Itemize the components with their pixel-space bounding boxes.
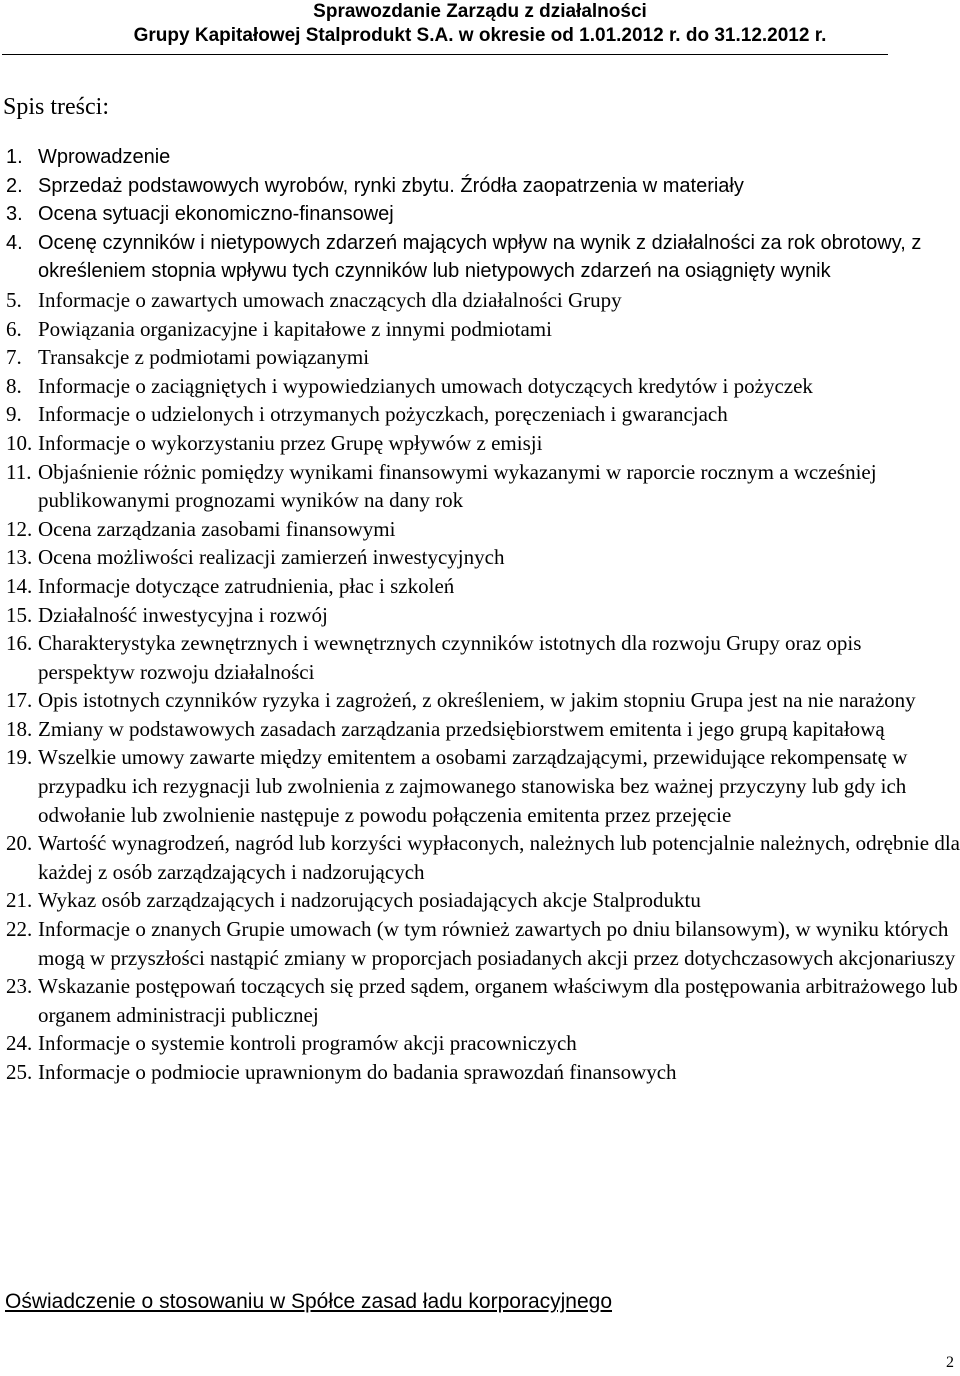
toc-item-text: Wskazanie postępowań toczących się przed sądem, organem właściwym dla postępowania arbitrażowego lub organem administracji publicznej xyxy=(38,974,958,1027)
toc-item[interactable] xyxy=(0,458,960,515)
toc-item[interactable] xyxy=(0,343,960,372)
document-header xyxy=(0,0,960,48)
header-divider xyxy=(2,54,888,55)
toc-item[interactable] xyxy=(0,515,960,544)
toc-item-number: 7. xyxy=(6,345,22,370)
toc-item-text: Informacje dotyczące zatrudnienia, płac i szkoleń xyxy=(38,573,455,598)
toc-item-number: 1. xyxy=(6,146,23,168)
toc-item-number: 25. xyxy=(6,1060,33,1084)
toc-item-number: 19. xyxy=(6,745,33,770)
toc-item[interactable] xyxy=(0,315,960,344)
toc-item-number: 21. xyxy=(6,888,33,913)
toc-item-text: Informacje o systemie kontroli programów akcji pracowniczych xyxy=(38,1031,577,1056)
toc-item[interactable] xyxy=(0,829,960,886)
header-title-line1: Sprawozdanie Zarządu z działalności xyxy=(313,1,647,22)
toc-item[interactable] xyxy=(0,629,960,686)
toc-item-text: Informacje o podmiocie uprawnionym do badania sprawozdań finansowych xyxy=(38,1060,677,1084)
toc-item-text: Powiązania organizacyjne i kapitałowe z innymi podmiotami xyxy=(38,316,552,341)
toc-item-number: 6. xyxy=(6,316,22,341)
toc-item-number: 5. xyxy=(6,287,22,312)
toc-item-text: Informacje o zawartych umowach znaczących dla działalności Grupy xyxy=(38,287,622,312)
toc-item-text: Działalność inwestycyjna i rozwój xyxy=(38,602,328,627)
toc-item-text: Transakcje z podmiotami powiązanymi xyxy=(38,345,370,370)
header-title-line2: Grupy Kapitałowej Stalprodukt S.A. w okresie od 1.01.2012 r. do 31.12.2012 r. xyxy=(133,25,827,46)
toc-item[interactable] xyxy=(0,686,960,715)
toc-item[interactable] xyxy=(0,886,960,915)
toc-item-number: 13. xyxy=(6,545,33,570)
toc-item-text: Opis istotnych czynników ryzyka i zagrożeń, z określeniem, w jakim stopniu Grupa jest na nie narażony xyxy=(38,688,916,713)
toc-item-number: 14. xyxy=(6,573,33,598)
toc-item-number: 24. xyxy=(6,1031,33,1056)
toc-item-text: Zmiany w podstawowych zasadach zarządzania przedsiębiorstwem emitenta i jego grupą kapitałową xyxy=(38,716,885,741)
toc-item-text: Ocena możliwości realizacji zamierzeń inwestycyjnych xyxy=(38,545,505,570)
toc-item-number: 9. xyxy=(6,402,22,427)
toc-item-text: Wykaz osób zarządzających i nadzorujących posiadających akcje Stalproduktu xyxy=(38,888,701,913)
toc-item-number: 3. xyxy=(6,203,23,226)
toc-item[interactable] xyxy=(0,601,960,630)
toc-item[interactable] xyxy=(0,172,960,201)
toc-item-number: 10. xyxy=(6,430,33,455)
toc-item[interactable] xyxy=(0,1058,960,1087)
toc-item-number: 23. xyxy=(6,974,33,999)
toc-item-text: Ocena zarządzania zasobami finansowymi xyxy=(38,516,396,541)
toc-item-text: Informacje o znanych Grupie umowach (w tym również zawartych po dniu bilansowym), w wyniku których mogą w przyszłości nastąpić zmiany w proporcjach posiadanych akcji przez dotychczasowych akcjonariuszy xyxy=(38,917,956,970)
toc-item[interactable] xyxy=(0,972,960,1029)
toc-item[interactable] xyxy=(0,400,960,429)
toc-item-number: 16. xyxy=(6,631,33,656)
toc-item[interactable] xyxy=(0,1029,960,1058)
toc-item-number: 2. xyxy=(6,174,23,197)
toc-item-text: Wartość wynagrodzeń, nagród lub korzyści wypłaconych, należnych lub potencjalnie należnych, odrębnie dla każdej z osób zarządzających i nadzorujących xyxy=(38,831,960,884)
toc-item-text: Sprzedaż podstawowych wyrobów, rynki zbytu. Źródła zaopatrzenia w materiały xyxy=(38,174,744,197)
toc-item-number: 17. xyxy=(6,688,33,713)
toc-item-number: 20. xyxy=(6,831,33,856)
table-of-contents xyxy=(0,143,960,1087)
toc-item-text: Informacje o wykorzystaniu przez Grupę wpływów z emisji xyxy=(38,430,543,455)
toc-item-number: 11. xyxy=(6,459,32,484)
toc-item-number: 15. xyxy=(6,602,33,627)
toc-item-number: 18. xyxy=(6,716,33,741)
toc-item-number: 4. xyxy=(6,231,23,254)
toc-item[interactable] xyxy=(0,429,960,458)
toc-item[interactable] xyxy=(0,543,960,572)
toc-item-text: Ocenę czynników i nietypowych zdarzeń mających wpływ na wynik z działalności za rok obrotowy, z określeniem stopnia wpływu tych czynników lub nietypowych zdarzeń na osiągnięty wynik xyxy=(38,231,922,283)
toc-item-number: 12. xyxy=(6,516,33,541)
toc-item-text: Charakterystyka zewnętrznych i wewnętrznych czynników istotnych dla rozwoju Grupy oraz opis perspektyw rozwoju działalności xyxy=(38,631,862,684)
toc-item[interactable] xyxy=(0,286,960,315)
toc-item-text: Wprowadzenie xyxy=(38,146,171,168)
toc-item-text: Wszelkie umowy zawarte między emitentem a osobami zarządzającymi, przewidujące rekompensatę w przypadku ich rezygnacji lub zwolnienia z zajmowanego stanowiska bez ważnej przyczyny lub gdy ich odwołanie lub zwolnienie następuje z powodu połączenia emitenta przez przejęcie xyxy=(38,745,908,827)
toc-item[interactable] xyxy=(0,572,960,601)
toc-item-number: 8. xyxy=(6,373,22,398)
toc-item[interactable] xyxy=(0,743,960,829)
toc-item-text: Objaśnienie różnic pomiędzy wynikami finansowymi wykazanymi w raporcie rocznym a wcześniej publikowanymi prognozami wyników na dany rok xyxy=(38,459,877,513)
toc-title: Spis treści: xyxy=(3,94,109,120)
corporate-governance-statement-link[interactable]: Oświadczenie o stosowaniu w Spółce zasad ładu korporacyjnego xyxy=(5,1290,613,1313)
toc-item-text: Informacje o zaciągniętych i wypowiedzianych umowach dotyczących kredytów i pożyczek xyxy=(38,373,813,398)
toc-item[interactable] xyxy=(0,372,960,401)
toc-item[interactable] xyxy=(0,200,960,229)
toc-item-number: 22. xyxy=(6,917,33,942)
toc-item[interactable] xyxy=(0,229,960,286)
toc-item[interactable] xyxy=(0,715,960,744)
page-number: 2 xyxy=(946,1354,954,1371)
toc-item-text: Ocena sytuacji ekonomiczno-finansowej xyxy=(38,203,394,226)
toc-item[interactable] xyxy=(0,915,960,972)
toc-item-text: Informacje o udzielonych i otrzymanych pożyczkach, poręczeniach i gwarancjach xyxy=(38,402,728,427)
toc-item[interactable] xyxy=(0,143,960,172)
